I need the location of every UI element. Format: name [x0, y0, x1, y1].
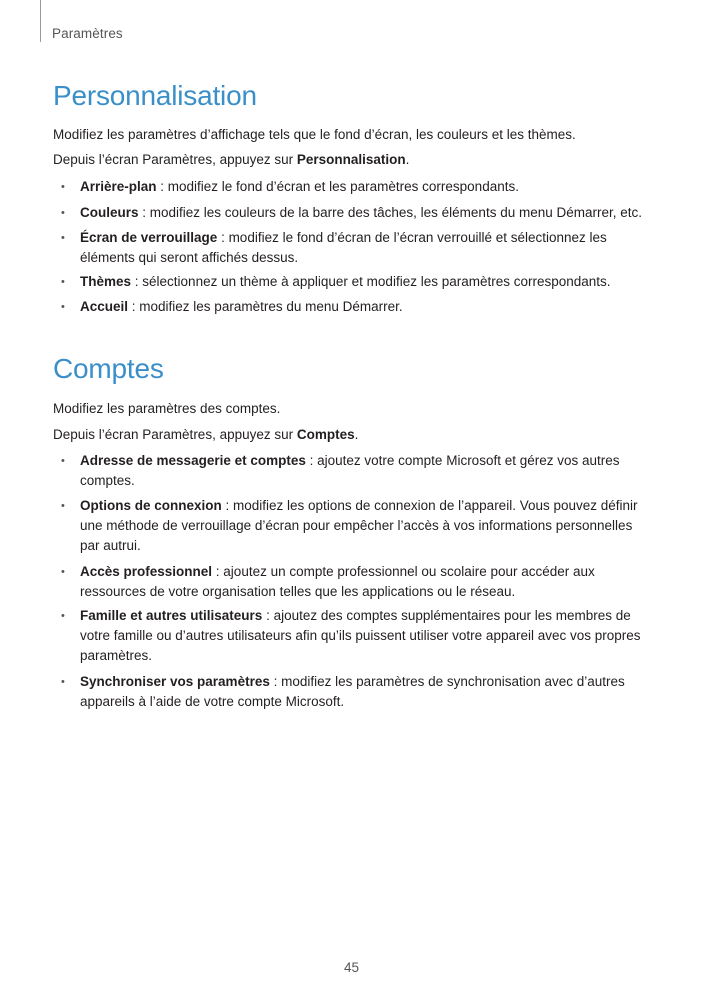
path-suffix: . [354, 427, 359, 442]
item-term: Synchroniser vos paramètres [80, 674, 270, 689]
section-title-comptes: Comptes [53, 353, 164, 384]
list-item [53, 297, 653, 317]
bullet-icon: • [61, 181, 65, 193]
item-term: Accès professionnel [80, 564, 213, 579]
item-term: Couleurs [80, 205, 139, 220]
list-item [53, 228, 653, 268]
bullet-icon: • [61, 276, 65, 288]
item-term: Accueil [80, 299, 129, 314]
path-target: Personnalisation [296, 152, 406, 167]
section-title-personnalisation: Personnalisation [53, 80, 257, 111]
item-term: Thèmes [80, 274, 132, 289]
item-term: Écran de verrouillage [80, 230, 218, 245]
bullet-icon: • [61, 455, 65, 467]
list-item [53, 451, 628, 491]
item-description: : modifiez le fond d’écran et les paramètres correspondants. [156, 179, 519, 194]
bullet-icon: • [61, 232, 65, 244]
list-item [53, 496, 653, 556]
section-intro: Modifiez les paramètres d’affichage tels que le fond d’écran, les couleurs et les thèmes. [53, 127, 576, 142]
navigation-path [53, 425, 358, 445]
item-description: : modifiez les paramètres de synchronisation avec d’autres appareils à l’aide de votre compte Microsoft. [80, 674, 625, 709]
bullet-icon: • [61, 566, 65, 578]
path-target: Comptes [296, 427, 355, 442]
bullet-icon: • [61, 207, 65, 219]
item-term: Famille et autres utilisateurs [80, 608, 263, 623]
bullet-icon: • [61, 610, 65, 622]
list-item [53, 606, 653, 666]
item-description: : ajoutez votre compte Microsoft et gérez vos autres comptes. [80, 453, 620, 488]
path-suffix: . [405, 152, 410, 167]
running-header: Paramètres [52, 26, 123, 41]
section-intro: Modifiez les paramètres des comptes. [53, 401, 281, 416]
page-number: 45 [343, 960, 360, 975]
bullet-icon: • [61, 301, 65, 313]
item-description: : ajoutez des comptes supplémentaires pour les membres de votre famille ou d’autres utilisateurs afin qu’ils puissent utiliser votre appareil avec vos propres paramètres. [80, 608, 641, 663]
list-item [53, 562, 653, 602]
item-term: Options de connexion [80, 498, 222, 513]
item-description: : sélectionnez un thème à appliquer et modifiez les paramètres correspondants. [131, 274, 611, 289]
bullet-icon: • [61, 676, 65, 688]
header-rule [40, 0, 41, 42]
list-item [53, 272, 653, 292]
item-description: : modifiez les couleurs de la barre des tâches, les éléments du menu Démarrer, etc. [138, 205, 643, 220]
item-description: : ajoutez un compte professionnel ou scolaire pour accéder aux ressources de votre organisation telles que les applications ou le réseau. [80, 564, 595, 599]
list-item [53, 177, 653, 197]
path-prefix: Depuis l’écran Paramètres, appuyez sur [53, 427, 297, 442]
list-item [53, 203, 653, 223]
item-description: : modifiez le fond d’écran de l’écran verrouillé et sélectionnez les éléments qui seront affichés dessus. [80, 230, 607, 265]
item-description: : modifiez les paramètres du menu Démarrer. [128, 299, 403, 314]
navigation-path [53, 150, 409, 170]
item-term: Arrière-plan [80, 179, 157, 194]
path-prefix: Depuis l’écran Paramètres, appuyez sur [53, 152, 297, 167]
item-description: : modifiez les options de connexion de l’appareil. Vous pouvez définir une méthode de verrouillage d’écran pour empêcher l’accès à vos informations personnelles par autrui. [80, 498, 638, 553]
bullet-icon: • [61, 500, 65, 512]
list-item [53, 672, 628, 712]
item-term: Adresse de messagerie et comptes [80, 453, 306, 468]
